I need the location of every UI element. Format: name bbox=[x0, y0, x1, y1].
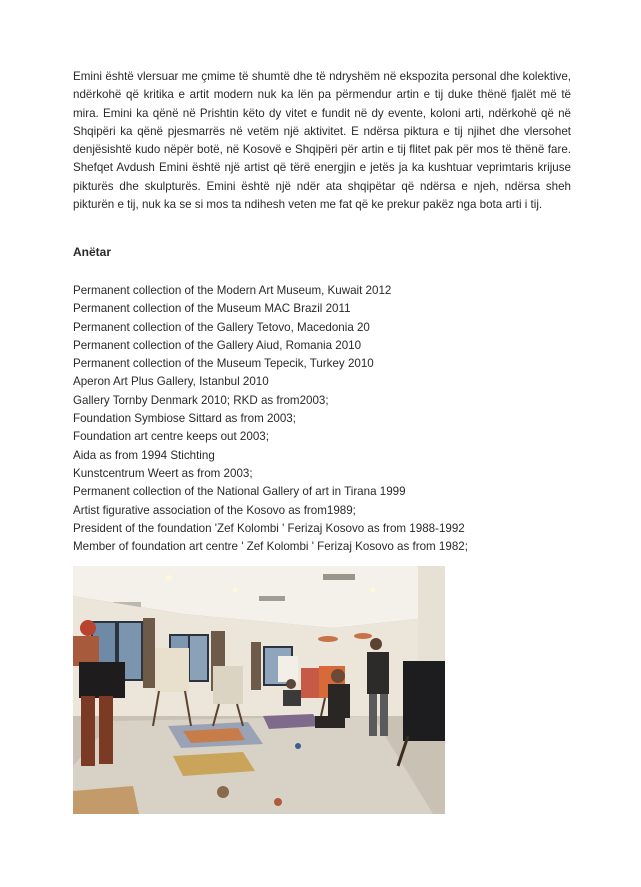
list-item: Gallery Tornby Denmark 2010; RKD as from2003; bbox=[73, 393, 329, 407]
list-item: Permanent collection of the Gallery Tetovo, Macedonia 20 bbox=[73, 320, 370, 334]
studio-photo-illustration bbox=[73, 566, 445, 814]
list-item: Permanent collection of the National Gallery of art in Tirana 1999 bbox=[73, 485, 406, 499]
list-item: President of the foundation 'Zef Kolombi ' Ferizaj Kosovo as from 1988-1992 bbox=[73, 521, 465, 535]
studio-photo bbox=[73, 566, 445, 814]
list-item: Foundation Symbiose Sittard as from 2003; bbox=[73, 412, 296, 426]
bio-paragraph: Emini është vlersuar me çmime të shumtë dhe të ndryshëm në ekspozita personal dhe kolektive, ndërkohë që kritika e artit modern nuk ka lën pa përmendur artin e tij duke thënë fjalët më të mira. Emini ka qënë në Prishtin këto dy vitet e fundit në dy evente, koloni arti, ndërkohë që në Shqipëri ka qënë pjesmarrës në vetëm një aktivitet. E ndërsa piktura e tij njihet dhe vlersohet denjësishtë kudo nëpër botë, në Kosovë e Shqipëri për artin e tij flitet pak për mos të thënë fare. Shefqet Avdush Emini është një artist që tërë energjin e jetës ja ka kushtuar veprimtaris krijuse pikturës dhe skulpturës. Emini është një ndër ata shqipëtar që ndërsa e njeh, ndërsa sheh pikturën e tij, nuk ka se si mos ta ndihesh veten me fat që ke prekur pakëz nga bota arti i tij. bbox=[73, 70, 571, 212]
members-heading: Anëtar bbox=[73, 245, 112, 259]
list-item: Member of foundation art centre ' Zef Kolombi ' Ferizaj Kosovo as from 1982; bbox=[73, 540, 468, 554]
list-item: Permanent collection of the Modern Art Museum, Kuwait 2012 bbox=[73, 284, 392, 297]
list-item: Permanent collection of the Museum MAC Brazil 2011 bbox=[73, 302, 351, 316]
list-item: Kunstcentrum Weert as from 2003; bbox=[73, 466, 253, 480]
list-item: Permanent collection of the Gallery Aiud, Romania 2010 bbox=[73, 338, 362, 352]
list-item: Aperon Art Plus Gallery, Istanbul 2010 bbox=[73, 375, 269, 389]
members-list bbox=[73, 282, 593, 556]
list-item: Permanent collection of the Museum Tepecik, Turkey 2010 bbox=[73, 357, 374, 371]
list-item: Foundation art centre keeps out 2003; bbox=[73, 430, 269, 444]
list-item: Aida as from 1994 Stichting bbox=[73, 448, 215, 462]
list-item: Artist figurative association of the Kosovo as from1989; bbox=[73, 503, 356, 517]
